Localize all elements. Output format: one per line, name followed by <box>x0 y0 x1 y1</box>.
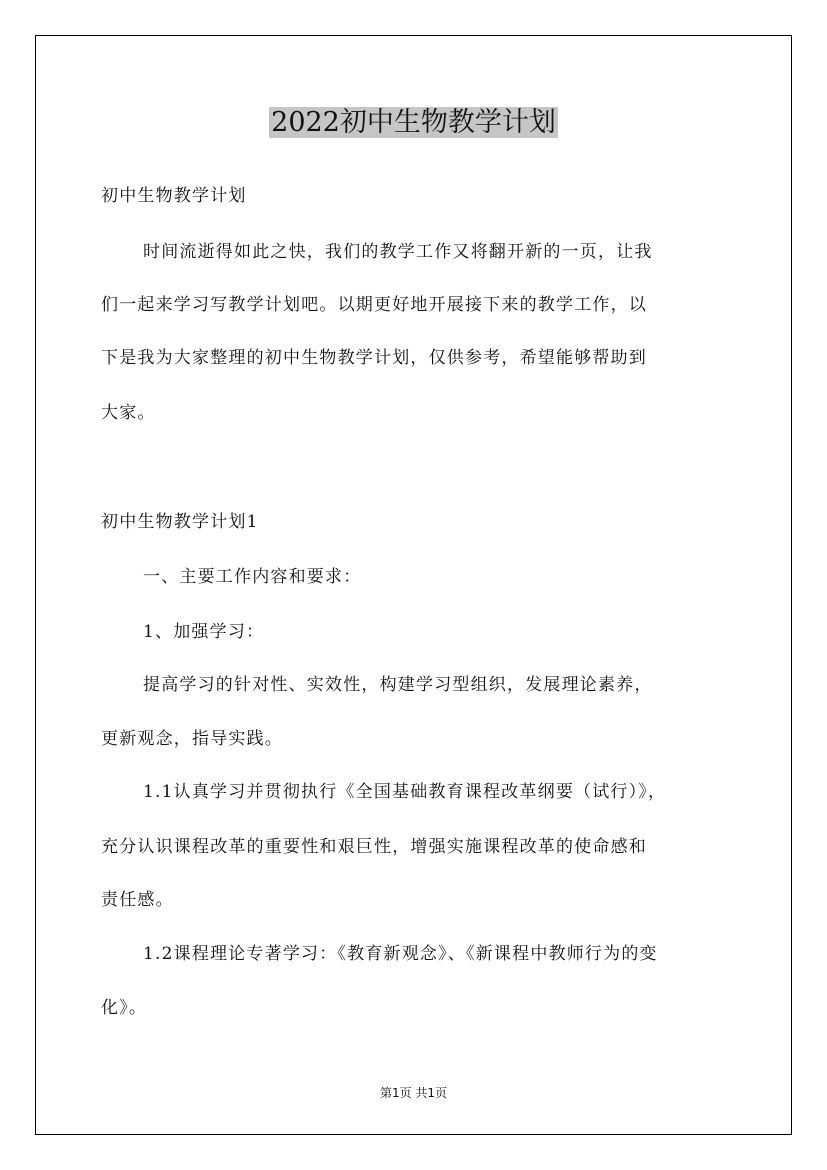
paragraph-line: 大家。 <box>101 403 156 423</box>
page-footer: 第1页 共1页 <box>379 1086 448 1100</box>
paragraph-line: 时间流逝得如此之快，我们的教学工作又将翻开新的一页，让我 <box>143 242 653 262</box>
document-title <box>0 103 827 143</box>
paragraph-line: 充分认识课程改革的重要性和艰巨性，增强实施课程改革的使命感和 <box>101 837 647 857</box>
paragraph-line: 更新观念，指导实践。 <box>101 729 283 749</box>
paragraph-line: 1.1认真学习并贯彻执行《全国基础教育课程改革纲要（试行）》， <box>143 782 667 802</box>
paragraph-line: 下是我为大家整理的初中生物教学计划，仅供参考，希望能够帮助到 <box>101 348 647 368</box>
paragraph-line: 一、主要工作内容和要求： <box>143 567 362 587</box>
paragraph-line: 责任感。 <box>101 890 174 910</box>
section-heading: 初中生物教学计划1 <box>101 512 259 532</box>
paragraph-line: 们一起来学习写教学计划吧。以期更好地开展接下来的教学工作，以 <box>101 295 647 315</box>
paragraph-line: 1、加强学习： <box>143 622 265 642</box>
title-text: 2022初中生物教学计划 <box>271 107 556 138</box>
section-heading: 初中生物教学计划 <box>101 186 247 206</box>
paragraph-line: 1.2课程理论专著学习：《教育新观念》、《新课程中教师行为的变 <box>143 944 658 964</box>
paragraph-line: 化》。 <box>101 998 148 1018</box>
paragraph-line: 提高学习的针对性、实效性，构建学习型组织，发展理论素养， <box>143 675 653 695</box>
